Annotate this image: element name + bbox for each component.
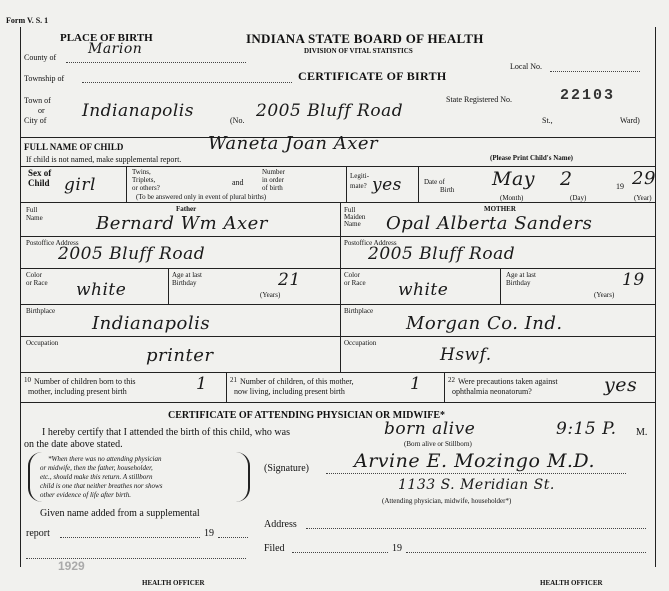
mother-full-label: Full bbox=[344, 206, 356, 214]
dob-label-2: Birth bbox=[440, 186, 455, 194]
child-name-value: Waneta Joan Axer bbox=[208, 133, 379, 154]
right-border bbox=[655, 27, 656, 567]
father-name-value: Bernard Wm Axer bbox=[96, 213, 268, 234]
left-border bbox=[20, 27, 21, 567]
health-officer-right: HEALTH OFFICER bbox=[540, 579, 603, 587]
street-value: 2005 Bluff Road bbox=[256, 101, 404, 121]
twins-label-3: or others? bbox=[132, 184, 160, 192]
mother-age-label-1: Age at last bbox=[506, 271, 536, 279]
signer-address-value: 1133 S. Meridian St. bbox=[398, 477, 555, 493]
dob-month: May bbox=[492, 168, 536, 190]
signature-value: Arvine E. Mozingo M.D. bbox=[354, 450, 596, 472]
mother-color-label-1: Color bbox=[344, 271, 360, 279]
mother-name-value: Opal Alberta Sanders bbox=[386, 213, 593, 234]
legit-label-1: Legiti- bbox=[350, 172, 370, 180]
or-label: or bbox=[38, 106, 45, 115]
given-name-label: Given name added from a supplemental bbox=[40, 508, 200, 519]
certify-statement: I hereby certify that I attended the birth of this child, who was bbox=[42, 427, 290, 438]
father-birthplace-value: Indianapolis bbox=[92, 313, 211, 334]
month-label: (Month) bbox=[500, 194, 524, 202]
supplemental-note: If child is not named, make supplemental report. bbox=[26, 155, 182, 164]
certify-date-note: on the date above stated. bbox=[24, 439, 123, 450]
filed-year: 19 bbox=[392, 543, 402, 554]
city-label: City of bbox=[24, 116, 47, 125]
born-value: born alive bbox=[384, 419, 476, 439]
twins-label-2: Triplets, bbox=[132, 176, 156, 184]
day-label: (Day) bbox=[570, 194, 587, 202]
division-title: DIVISION OF VITAL STATISTICS bbox=[304, 47, 413, 55]
parents-divider bbox=[340, 202, 341, 372]
street-no-label: (No. bbox=[230, 116, 245, 125]
legit-label-2: mate? bbox=[350, 182, 367, 190]
q10-label-1: Number of children born to this bbox=[34, 377, 136, 386]
number-label-3: of birth bbox=[262, 184, 283, 192]
year-stamp: 1929 bbox=[58, 559, 85, 573]
father-postoffice-label: Postoffice Address bbox=[26, 239, 79, 247]
health-officer-left: HEALTH OFFICER bbox=[142, 579, 205, 587]
father-address-value: 2005 Bluff Road bbox=[58, 244, 206, 264]
attending-note: (Attending physician, midwife, householder*) bbox=[382, 497, 512, 505]
ward-label: Ward) bbox=[620, 116, 640, 125]
father-full-label: Full bbox=[26, 206, 38, 214]
local-no-label: Local No. bbox=[510, 62, 542, 71]
q21-value: 1 bbox=[410, 374, 422, 394]
note-line-4: child is one that neither breathes nor shows bbox=[40, 482, 163, 490]
father-age-value: 21 bbox=[278, 270, 301, 290]
state-reg-value: 22103 bbox=[560, 87, 616, 104]
birth-time-value: 9:15 P. bbox=[556, 419, 617, 439]
sex-label-1: Sex of bbox=[28, 168, 52, 178]
mother-color-label-2: or Race bbox=[344, 279, 366, 287]
and-label: and bbox=[232, 178, 244, 187]
dob-year-prefix: 19 bbox=[616, 182, 624, 191]
dob-year: 29 bbox=[632, 168, 656, 189]
form-id: Form V. S. 1 bbox=[6, 16, 49, 25]
q10-value: 1 bbox=[196, 374, 208, 394]
county-value: Marion bbox=[88, 41, 143, 57]
sex-value: girl bbox=[64, 175, 96, 195]
q10-number: 10 bbox=[24, 376, 31, 384]
mother-name-label: Name bbox=[344, 220, 361, 228]
address-label: Address bbox=[264, 519, 297, 530]
print-note: (Please Print Child's Name) bbox=[490, 154, 574, 162]
dob-label-1: Date of bbox=[424, 178, 445, 186]
q22-value: yes bbox=[604, 374, 638, 396]
number-label-2: in order bbox=[262, 176, 284, 184]
father-name-label: Name bbox=[26, 214, 43, 222]
street-st-label: St., bbox=[542, 116, 553, 125]
q22-label-2: ophthalmia neonatorum? bbox=[452, 387, 532, 396]
father-occupation-value: printer bbox=[146, 345, 214, 366]
q21-label-2: now living, including present birth bbox=[234, 387, 345, 396]
mother-age-label-2: Birthday bbox=[506, 279, 531, 287]
note-line-5: other evidence of life after birth. bbox=[40, 491, 131, 499]
place-of-birth-heading: PLACE OF BIRTH bbox=[60, 32, 153, 44]
legit-value: yes bbox=[372, 175, 402, 195]
father-occupation-label: Occupation bbox=[26, 339, 59, 347]
sex-label-2: Child bbox=[28, 178, 50, 188]
signature-label: (Signature) bbox=[264, 463, 309, 474]
dob-day: 2 bbox=[560, 168, 573, 190]
town-label: Town of bbox=[24, 96, 51, 105]
mother-age-value: 19 bbox=[622, 270, 645, 290]
note-line-1: *When there was no attending physician bbox=[48, 455, 162, 463]
board-title: INDIANA STATE BOARD OF HEALTH bbox=[246, 31, 484, 46]
city-value: Indianapolis bbox=[82, 101, 194, 121]
twins-label-1: Twins, bbox=[132, 168, 151, 176]
number-label-1: Number bbox=[262, 168, 285, 176]
mother-maiden-label: Maiden bbox=[344, 213, 366, 221]
report-year: 19 bbox=[204, 528, 214, 539]
father-section: Father bbox=[176, 205, 197, 213]
mother-occupation-value: Hswf. bbox=[440, 345, 492, 365]
q22-number: 22 bbox=[448, 376, 455, 384]
mother-birthplace-value: Morgan Co. Ind. bbox=[406, 313, 563, 334]
note-line-2: or midwife, then the father, householder, bbox=[40, 464, 153, 472]
report-label: report bbox=[26, 528, 50, 539]
mother-postoffice-label: Postoffice Address bbox=[344, 239, 397, 247]
pm-label: M. bbox=[636, 427, 648, 438]
certificate-title: CERTIFICATE OF BIRTH bbox=[298, 69, 447, 83]
father-color-label-2: or Race bbox=[26, 279, 48, 287]
q21-number: 21 bbox=[230, 376, 237, 384]
father-age-label-1: Age at last bbox=[172, 271, 202, 279]
child-name-label: FULL NAME OF CHILD bbox=[24, 142, 124, 152]
mother-birthplace-label: Birthplace bbox=[344, 307, 374, 315]
q10-label-2: mother, including present birth bbox=[28, 387, 127, 396]
filed-label: Filed bbox=[264, 543, 285, 554]
father-color-value: white bbox=[76, 280, 127, 300]
father-years-label: (Years) bbox=[260, 291, 281, 299]
mother-color-value: white bbox=[398, 280, 449, 300]
father-color-label-1: Color bbox=[26, 271, 42, 279]
mother-occupation-label: Occupation bbox=[344, 339, 377, 347]
q21-label-1: Number of children, of this mother, bbox=[240, 377, 354, 386]
plural-note: (To be answered only in event of plural births) bbox=[136, 193, 267, 201]
certification-heading: CERTIFICATE OF ATTENDING PHYSICIAN OR MIDWIFE* bbox=[168, 410, 445, 421]
q22-label-1: Were precautions taken against bbox=[458, 377, 558, 386]
note-line-3: etc., should make this return. A stillborn bbox=[40, 473, 153, 481]
father-birthplace-label: Birthplace bbox=[26, 307, 56, 315]
mother-section: MOTHER bbox=[484, 205, 516, 213]
mother-years-label: (Years) bbox=[594, 291, 615, 299]
mother-address-value: 2005 Bluff Road bbox=[368, 244, 516, 264]
year-label: (Year) bbox=[634, 194, 652, 202]
county-label: County of bbox=[24, 53, 57, 62]
township-label: Township of bbox=[24, 74, 65, 83]
father-age-label-2: Birthday bbox=[172, 279, 197, 287]
state-reg-label: State Registered No. bbox=[446, 95, 512, 104]
born-note: (Born alive or Stillborn) bbox=[404, 440, 472, 448]
